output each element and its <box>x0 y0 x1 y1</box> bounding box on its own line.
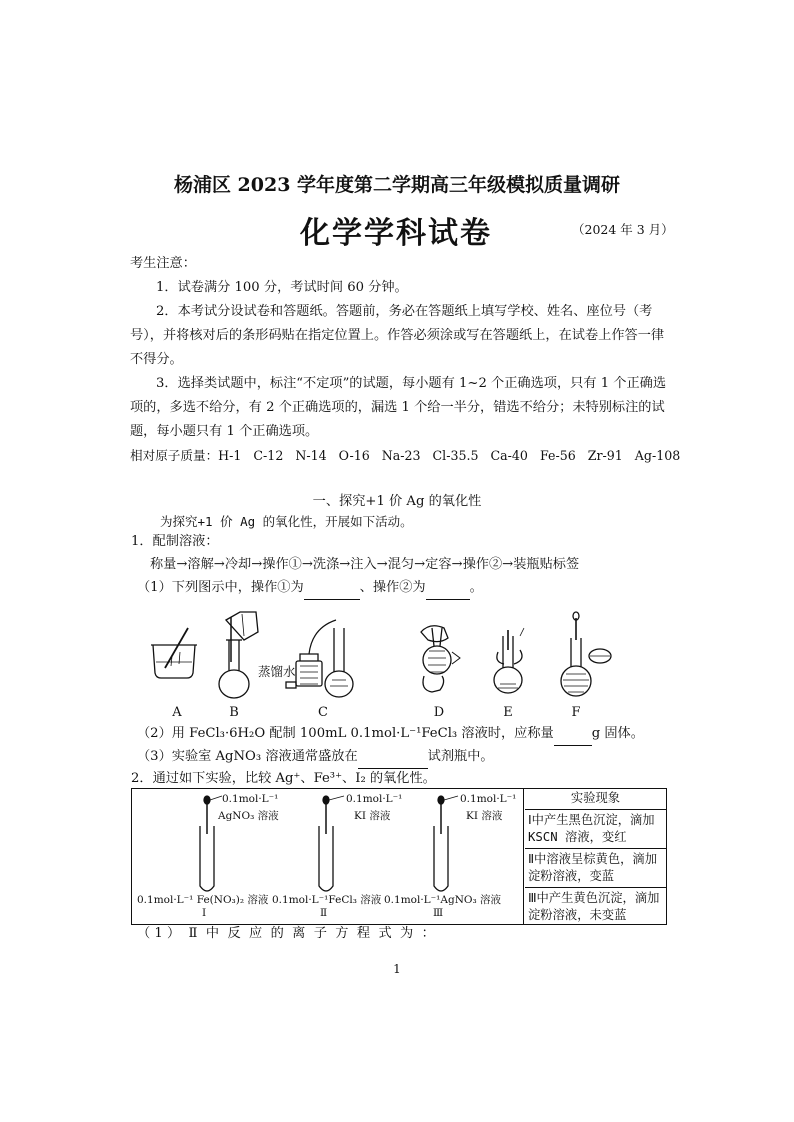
tube-3-solution: 0.1mol·L⁻¹AgNO₃ 溶液 <box>384 894 502 906</box>
tube-3-roman: Ⅲ <box>433 907 444 919</box>
observation-1: Ⅰ中产生黑色沉淀，滴加 KSCN 溶液，变红 <box>525 810 666 849</box>
figure-label-a: A <box>172 705 182 720</box>
figure-label-c: C <box>318 705 328 720</box>
figure-label-f: F <box>571 705 581 720</box>
observation-3: Ⅲ中产生黄色沉淀，滴加淀粉溶液，未变蓝 <box>528 891 660 922</box>
tube-2-reagent: KI 溶液 <box>354 810 391 822</box>
notice-item-3: 3．选择类试题中，标注“不定项”的试题，每小题有 1~2 个正确选项，只有 1 个正确选项的，多选不给分，有 2 个正确选项的，漏选 1 个给一半分，错选不给分；未特别标注的试题，每小题只有 1 个正确选项。 <box>130 376 667 439</box>
figure-label-d: D <box>433 705 445 720</box>
tube-3-reagent-conc: 0.1mol·L⁻¹ <box>460 793 517 805</box>
page-number: 1 <box>393 962 401 976</box>
tube-2-reagent-conc: 0.1mol·L⁻¹ <box>346 793 403 805</box>
question-1-label: 1．配制溶液： <box>131 534 219 549</box>
q1-2-text-a: （2）用 FeCl₃·6H₂O 配制 100mL 0.1mol·L⁻¹FeCl₃ 溶液时，应称量 <box>137 726 554 741</box>
exam-title: 杨浦区 2023 学年度第二学期高三年级模拟质量调研 <box>173 174 621 196</box>
atomic-mass-line: 相对原子质量：H-1 C-12 N-14 O-16 Na-23 Cl-35.5 Ca-40 Fe-56 Zr-91 Ag-108 <box>130 448 681 463</box>
section-title: 一、探究+1 价 Ag 的氧化性 <box>312 494 482 509</box>
question-2-label: 2．通过如下实验，比较 Ag⁺、Fe³⁺、I₂ 的氧化性。 <box>131 771 436 786</box>
question-2-1: （ 1 ） Ⅱ 中 反 应 的 离 子 方 程 式 为 ： <box>137 926 435 941</box>
q1-2-text-b: g 固体。 <box>591 726 644 741</box>
q1-1-text-b: 、操作②为 <box>359 580 426 595</box>
test-tube-2-icon <box>319 796 344 891</box>
q1-3-text-a: （3）实验室 AgNO₃ 溶液通常盛放在 <box>137 749 358 764</box>
q1-1-text-c: 。 <box>469 580 483 595</box>
prep-steps: 称量→溶解→冷却→操作①→洗涤→注入→混匀→定容→操作②→装瓶贴标签 <box>150 557 580 572</box>
q1-1-text-a: （1）下列图示中，操作①为 <box>137 580 304 595</box>
tube-2-solution: 0.1mol·L⁻¹FeCl₃ 溶液 <box>272 894 382 906</box>
tube-1-reagent: AgNO₃ 溶液 <box>218 810 279 822</box>
tube-1-roman: Ⅰ <box>202 907 207 919</box>
notice-item-1: 1．试卷满分 100 分，考试时间 60 分钟。 <box>156 280 408 295</box>
observation-2: Ⅱ中溶液呈棕黄色，滴加淀粉溶液，变蓝 <box>525 849 666 888</box>
test-tube-3-icon <box>434 796 458 891</box>
tube-1-solution: 0.1mol·L⁻¹ Fe(NO₃)₂ 溶液 <box>137 894 269 906</box>
tube-1-reagent-conc: 0.1mol·L⁻¹ <box>222 793 279 805</box>
tube-2-roman: Ⅱ <box>320 907 328 919</box>
observations-header: 实验现象 <box>525 790 666 810</box>
q1-3-text-b: 试剂瓶中。 <box>427 749 494 764</box>
notice-heading: 考生注意： <box>130 256 196 271</box>
section-intro: 为探究+1 价 Ag 的氧化性，开展如下活动。 <box>160 514 413 529</box>
notice-item-2: 2．本考试分设试卷和答题纸。答题前，务必在答题纸上填写学校、姓名、座位号（考号），并将核对后的条形码贴在指定位置上。作答必须涂或写在答题纸上，在试卷上作答一律不得分。 <box>130 304 665 367</box>
exam-date: （2024 年 3 月） <box>572 222 674 237</box>
figure-label-b: B <box>229 705 239 720</box>
figure-label-e: E <box>503 705 513 720</box>
tube-3-reagent: KI 溶液 <box>466 810 503 822</box>
distilled-water-label: 蒸馏水 <box>258 664 296 679</box>
subject-title: 化学学科试卷 <box>300 216 492 251</box>
observations-panel <box>525 790 666 926</box>
